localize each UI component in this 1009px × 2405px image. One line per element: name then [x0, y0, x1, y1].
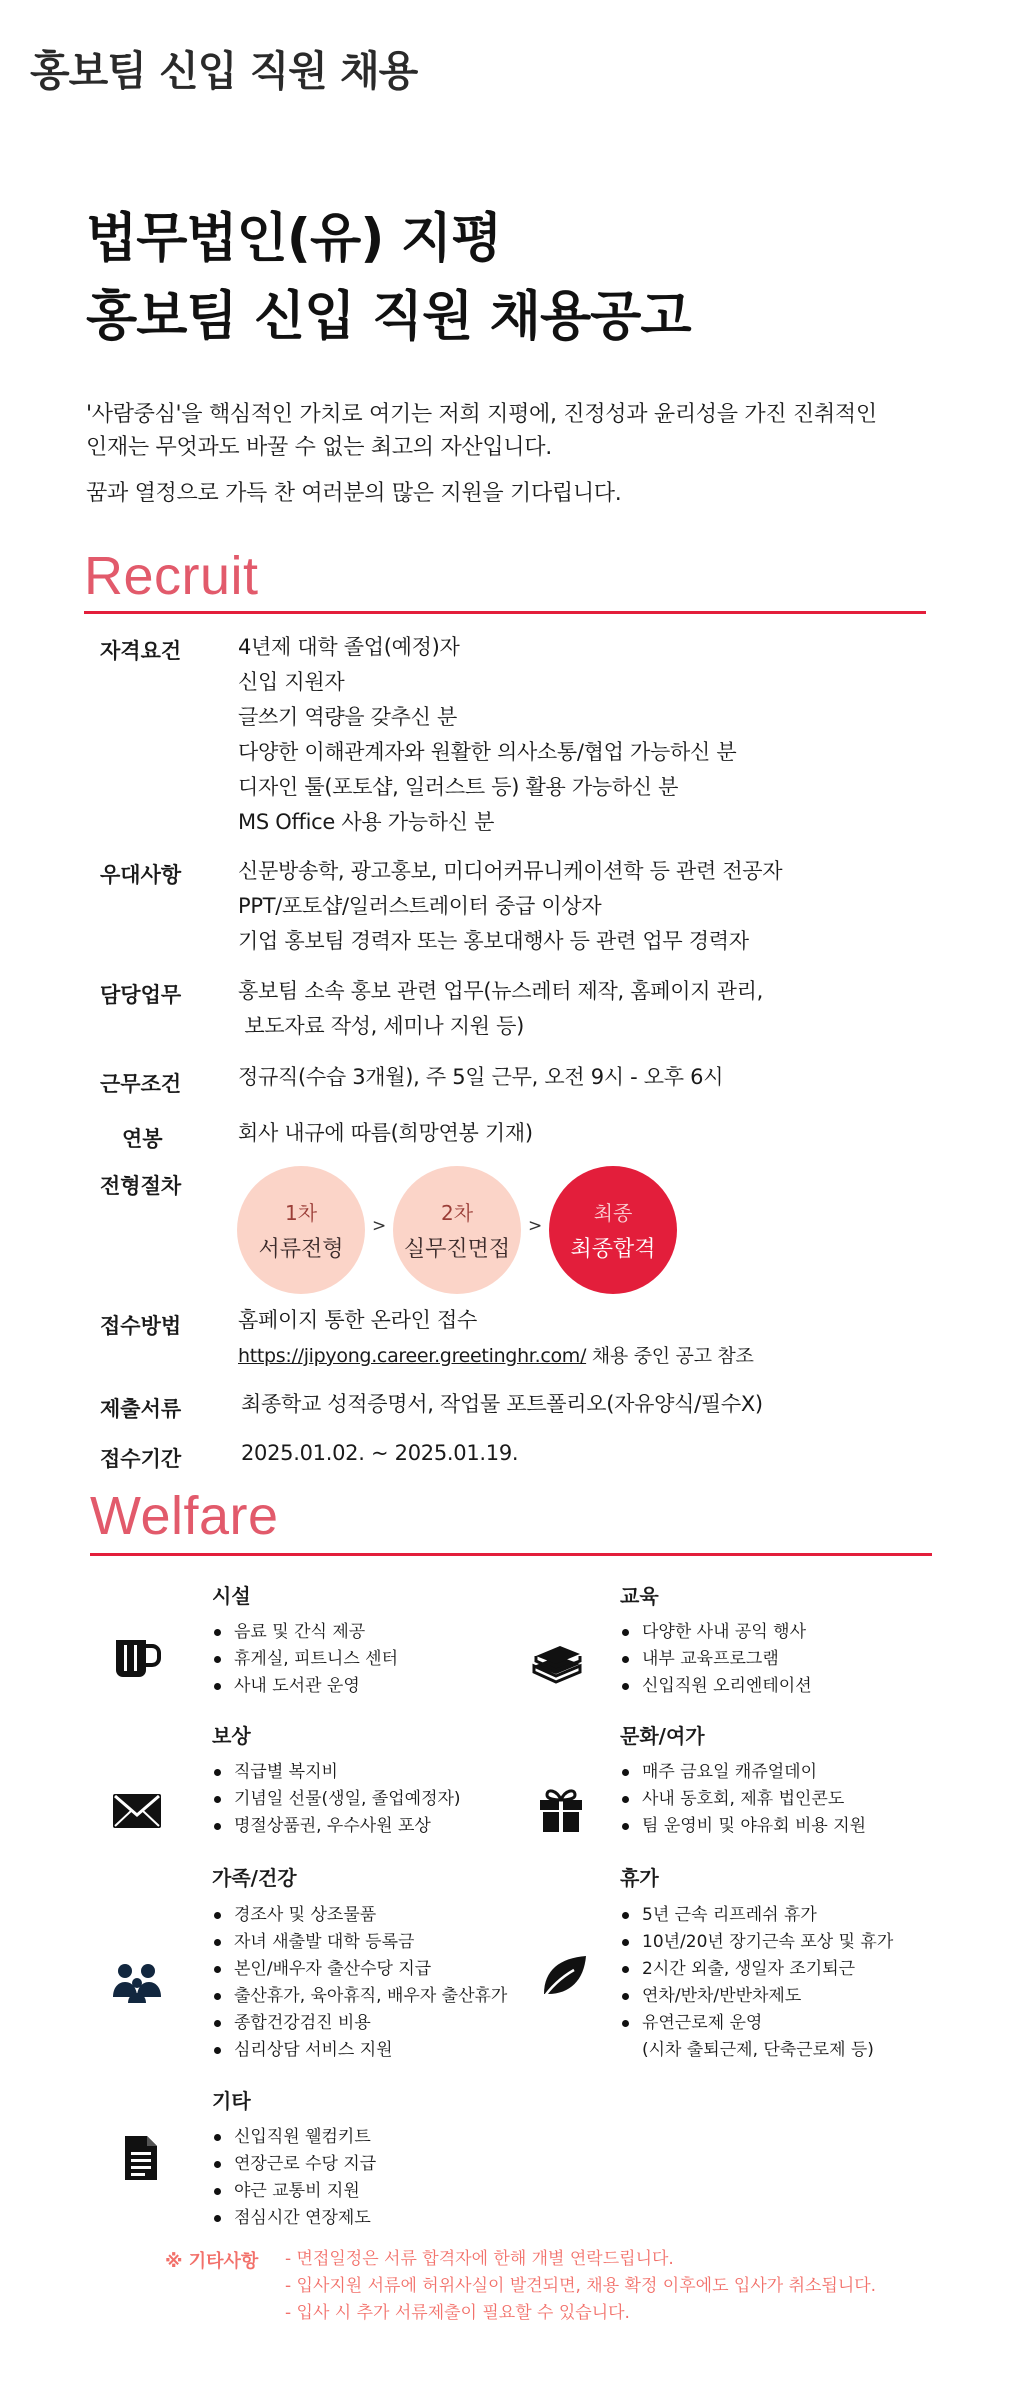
welfare-divider	[90, 1553, 932, 1556]
period-value: 2025.01.02. ~ 2025.01.19.	[241, 1441, 519, 1465]
welfare-leave-title: 휴가	[620, 1866, 659, 1890]
note-item: - 면접일정은 서류 합격자에 한해 개별 연락드립니다.	[285, 2249, 674, 2269]
list-item: 신입직원 오리엔테이션	[620, 1673, 812, 1700]
welfare-culture-list	[620, 1759, 866, 1840]
books-icon	[530, 1632, 584, 1686]
list-item: 본인/배우자 출산수당 지급	[212, 1956, 507, 1983]
preferred-list: 신문방송학, 광고홍보, 미디어커뮤니케이션학 등 관련 전공자 PPT/포토샵/일러스트레이터 중급 이상자 기업 홍보팀 경력자 또는 홍보대행사 등 관련 업무 경력자	[238, 859, 783, 953]
list-item: 연차/반차/반반차제도	[620, 1983, 893, 2010]
note-item: - 입사 시 추가 서류제출이 필요할 수 있습니다.	[285, 2303, 630, 2323]
welfare-etc-title: 기타	[212, 2089, 251, 2113]
list-item: 출산휴가, 육아휴직, 배우자 출산휴가	[212, 1983, 507, 2010]
documents-label: 제출서류	[100, 1397, 182, 1421]
notes-label: ※ 기타사항	[165, 2251, 259, 2272]
list-item: 신입직원 웰컴키트	[212, 2124, 376, 2151]
welfare-heading: Welfare	[90, 1486, 279, 1546]
intro-text	[86, 398, 946, 523]
list-item: 사내 동호회, 제휴 법인콘도	[620, 1786, 866, 1813]
list-item: 매주 금요일 캐쥬얼데이	[620, 1759, 866, 1786]
process-label: 전형절차	[100, 1174, 182, 1198]
hero-title	[86, 200, 691, 356]
intro-paragraph-2: 꿈과 열정으로 가득 찬 여러분의 많은 지원을 기다립니다.	[86, 481, 622, 506]
mug-icon	[110, 1630, 164, 1684]
list-item: 2시간 외출, 생일자 조기퇴근	[620, 1956, 893, 1983]
list-item: 유연근로제 운영	[620, 2010, 893, 2037]
period-label: 접수기간	[100, 1447, 182, 1471]
list-item: 팀 운영비 및 야유회 비용 지원	[620, 1813, 866, 1840]
page-title: 홍보팀 신입 직원 채용	[30, 47, 418, 95]
welfare-education-title: 교육	[620, 1584, 659, 1608]
list-item: 야근 교통비 지원	[212, 2178, 376, 2205]
welfare-etc-list	[212, 2124, 376, 2232]
notes-list	[285, 2246, 876, 2327]
envelope-icon	[110, 1784, 164, 1838]
welfare-leave-list	[620, 1902, 893, 2064]
note-item: - 입사지원 서류에 허위사실이 발견되면, 채용 확정 이후에도 입사가 취소됩니다.	[285, 2276, 877, 2296]
list-item: 10년/20년 장기근속 포상 및 휴가	[620, 1929, 893, 1956]
hero-title-line1: 법무법인(유) 지평	[86, 208, 502, 269]
list-item: 5년 근속 리프레쉬 휴가	[620, 1902, 893, 1929]
recruit-site-link[interactable]: https://jipyong.career.greetinghr.com/	[238, 1345, 587, 1367]
list-item: 직급별 복지비	[212, 1759, 461, 1786]
list-item: 경조사 및 상조물품	[212, 1902, 507, 1929]
welfare-family-title: 가족/건강	[212, 1866, 297, 1890]
duties-list: 홍보팀 소속 홍보 관련 업무(뉴스레터 제작, 홈페이지 관리, 보도자료 작성, 세미나 지원 등)	[238, 979, 763, 1038]
preferred-label: 우대사항	[100, 863, 182, 887]
process-step-1: 1차 서류전형	[237, 1166, 365, 1294]
list-item: 내부 교육프로그램	[620, 1646, 812, 1673]
leaf-icon	[536, 1950, 590, 2004]
list-item-continuation: (시차 출퇴근제, 단축근로제 등)	[642, 2040, 874, 2060]
intro-paragraph-1: '사람중심'을 핵심적인 가치로 여기는 저희 지평에, 진정성과 윤리성을 가진 진취적인 인재는 무엇과도 바꿀 수 없는 최고의 자산입니다.	[86, 402, 877, 460]
welfare-compensation-title: 보상	[212, 1724, 251, 1748]
welfare-facilities-title: 시설	[212, 1584, 251, 1608]
welfare-education-list	[620, 1619, 812, 1700]
qualifications-label: 자격요건	[100, 639, 182, 663]
apply-method-value: 홈페이지 통한 온라인 접수 https://jipyong.career.greetinghr.com/ 채용 중인 공고 참조	[238, 1308, 754, 1367]
recruit-divider	[84, 611, 926, 614]
welfare-facilities-list	[212, 1619, 398, 1700]
process-arrow-2: >	[528, 1216, 543, 1236]
list-item: 자녀 새출발 대학 등록금	[212, 1929, 507, 1956]
list-item: 사내 도서관 운영	[212, 1673, 398, 1700]
salary-label: 연봉	[122, 1127, 163, 1151]
documents-value: 최종학교 성적증명서, 작업물 포트폴리오(자유양식/필수X)	[241, 1392, 763, 1416]
duties-label: 담당업무	[100, 983, 182, 1007]
family-icon	[110, 1955, 164, 2009]
hero-title-line2: 홍보팀 신입 직원 채용공고	[86, 286, 691, 347]
qualifications-list: 4년제 대학 졸업(예정)자 신입 지원자 글쓰기 역량을 갖추신 분 다양한 이해관계자와 원활한 의사소통/협업 가능하신 분 디자인 툴(포토샵, 일러스트 등) 활용 가능하신 분 MS Office 사용 가능하신 분	[238, 635, 737, 834]
list-item: 심리상담 서비스 지원	[212, 2037, 507, 2064]
list-item: 종합건강검진 비용	[212, 2010, 507, 2037]
list-item: 다양한 사내 공익 행사	[620, 1619, 812, 1646]
list-item: 연장근로 수당 지급	[212, 2151, 376, 2178]
list-item: 점심시간 연장제도	[212, 2205, 376, 2232]
process-arrow-1: >	[372, 1216, 387, 1236]
list-item: 명절상품권, 우수사원 포상	[212, 1813, 461, 1840]
welfare-family-list	[212, 1902, 507, 2064]
process-step-3: 최종 최종합격	[549, 1166, 677, 1294]
recruit-heading: Recruit	[84, 546, 259, 606]
conditions-value: 정규직(수습 3개월), 주 5일 근무, 오전 9시 - 오후 6시	[238, 1065, 724, 1089]
apply-method-label: 접수방법	[100, 1314, 182, 1338]
list-item: 기념일 선물(생일, 졸업예정자)	[212, 1786, 461, 1813]
welfare-compensation-list	[212, 1759, 461, 1840]
document-icon	[117, 2134, 165, 2182]
salary-value: 회사 내규에 따름(희망연봉 기재)	[238, 1121, 533, 1145]
welfare-culture-title: 문화/여가	[620, 1724, 705, 1748]
process-step-2: 2차 실무진면접	[393, 1166, 521, 1294]
list-item: 휴게실, 피트니스 센터	[212, 1646, 398, 1673]
conditions-label: 근무조건	[100, 1072, 182, 1096]
list-item: 음료 및 간식 제공	[212, 1619, 398, 1646]
gift-icon	[534, 1782, 588, 1836]
